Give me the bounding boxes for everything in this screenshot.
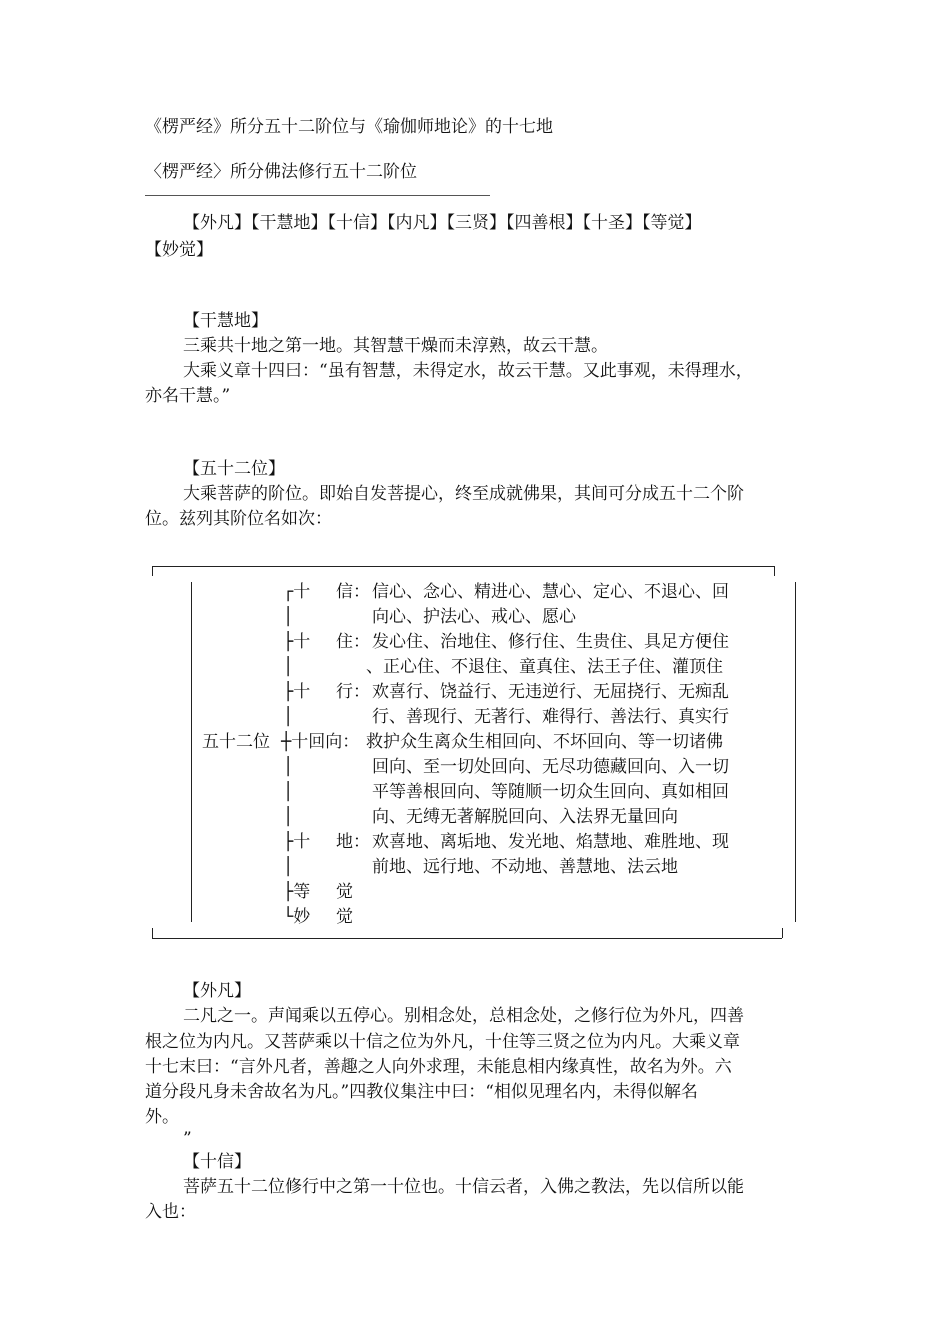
diagram-row: │ (283, 657, 294, 677)
section-heading-ganhui: 【干慧地】 (183, 311, 268, 331)
diagram-row: │ (283, 757, 294, 777)
diagram-row: │ (283, 857, 294, 877)
diagram-row-label: 行： (336, 682, 370, 702)
diagram-inner-left-rule (191, 582, 192, 922)
waifan-line-5: 外。 (145, 1107, 179, 1127)
diagram-row-text: 向心、护法心、戒心、愿心 (372, 607, 576, 627)
diagram-top-right-corner (774, 566, 775, 576)
diagram-row-text: 信心、念心、精进心、慧心、定心、不退心、回 (372, 582, 729, 602)
diagram-row: │ (283, 807, 294, 827)
diagram-row-label: 地： (336, 832, 370, 852)
waifan-line-4: 道分段凡身未舍故名为凡。”四教仪集注中曰：“相似见理名内，未得似解名 (145, 1082, 698, 1102)
diagram-bottom-right-corner (782, 928, 783, 938)
diagram-top-left-corner (152, 566, 153, 576)
diagram-row: │ (283, 782, 294, 802)
page-subtitle: 〈楞严经〉所分佛法修行五十二阶位 (145, 162, 417, 182)
diagram-row-text: 行、善现行、无著行、难得行、善法行、真实行 (372, 707, 729, 727)
diagram-row: ├十 (283, 832, 311, 852)
waifan-line-6: ” (183, 1129, 192, 1149)
page-title: 《楞严经》所分五十二阶位与《瑜伽师地论》的十七地 (145, 117, 553, 137)
diagram-row: └妙 (283, 907, 311, 927)
diagram-top-border (152, 566, 774, 567)
waifan-line-3: 十七末曰：“言外凡者，善趣之人向外求理，未能息相内缘真性，故名为外。六 (145, 1057, 732, 1077)
diagram-bottom-left-corner (152, 928, 153, 938)
diagram-row-text: 欢喜行、饶益行、无违逆行、无屈挠行、无痴乱 (372, 682, 729, 702)
diagram-bottom-border (152, 938, 782, 939)
waifan-line-1: 二凡之一。声闻乘以五停心。别相念处，总相念处，之修行位为外凡，四善 (183, 1006, 744, 1026)
term-links-line1[interactable]: 【外凡】【干慧地】【十信】【内凡】【三贤】【四善根】【十圣】【等觉】 (183, 213, 702, 233)
wushier-paragraph-a: 大乘菩萨的阶位。即始自发菩提心，终至成就佛果，其间可分成五十二个阶 (183, 484, 744, 504)
diagram-row: │ (283, 707, 294, 727)
waifan-line-2: 根之位为内凡。又菩萨乘以十信之位为外凡，十住等三贤之位为内凡。大乘义章 (145, 1032, 740, 1052)
diagram-row-text: 前地、远行地、不动地、善慧地、法云地 (372, 857, 678, 877)
diagram-row-label: 觉 (336, 882, 353, 902)
shixin-line-2: 入也： (145, 1202, 196, 1222)
section-heading-waifan: 【外凡】 (183, 981, 251, 1001)
diagram-row-text: 平等善根回向、等随顺一切众生回向、真如相回 (372, 782, 729, 802)
term-links-line2[interactable]: 【妙觉】 (145, 240, 213, 260)
diagram-row-text: 发心住、治地住、修行住、生贵住、具足方便住 (372, 632, 729, 652)
diagram-row: ┌十 (283, 582, 311, 602)
diagram-row: ├等 (283, 882, 311, 902)
shixin-line-1: 菩萨五十二位修行中之第一十位也。十信云者，入佛之教法，先以信所以能 (183, 1177, 744, 1197)
diagram-row: ├十 (283, 682, 311, 702)
diagram-row-text: 向、无缚无著解脱回向、入法界无量回向 (372, 807, 678, 827)
section-heading-shixin: 【十信】 (183, 1152, 251, 1172)
diagram-row-text: 回向、至一切处回向、无尽功德藏回向、入一切 (372, 757, 729, 777)
ganhui-paragraph-2b: 亦名干慧。” (145, 386, 231, 406)
diagram-row: ├十 (283, 632, 311, 652)
diagram-row: │ (283, 607, 294, 627)
diagram-row-text: 欢喜地、离垢地、发光地、焰慧地、难胜地、现 (372, 832, 729, 852)
title-divider (145, 195, 490, 196)
section-heading-wushier: 【五十二位】 (183, 459, 285, 479)
diagram-inner-right-rule (795, 582, 796, 922)
diagram-row: ┼十回向： (281, 732, 360, 752)
ganhui-paragraph-2a: 大乘义章十四曰：“虽有智慧，未得定水，故云干慧。又此事观，未得理水， (183, 361, 753, 381)
diagram-row-label: 信： (336, 582, 370, 602)
wushier-paragraph-b: 位。兹列其阶位名如次： (145, 509, 332, 529)
diagram-row-label: 住： (336, 632, 370, 652)
diagram-row-text: 、正心住、不退住、童真住、法王子住、灌顶住 (366, 657, 723, 677)
diagram-root-label: 五十二位 (202, 732, 270, 752)
ganhui-paragraph-1: 三乘共十地之第一地。其智慧干燥而未淳熟，故云干慧。 (183, 336, 608, 356)
diagram-row-text: 救护众生离众生相回向、不坏回向、等一切诸佛 (366, 732, 723, 752)
diagram-row-label: 觉 (336, 907, 353, 927)
